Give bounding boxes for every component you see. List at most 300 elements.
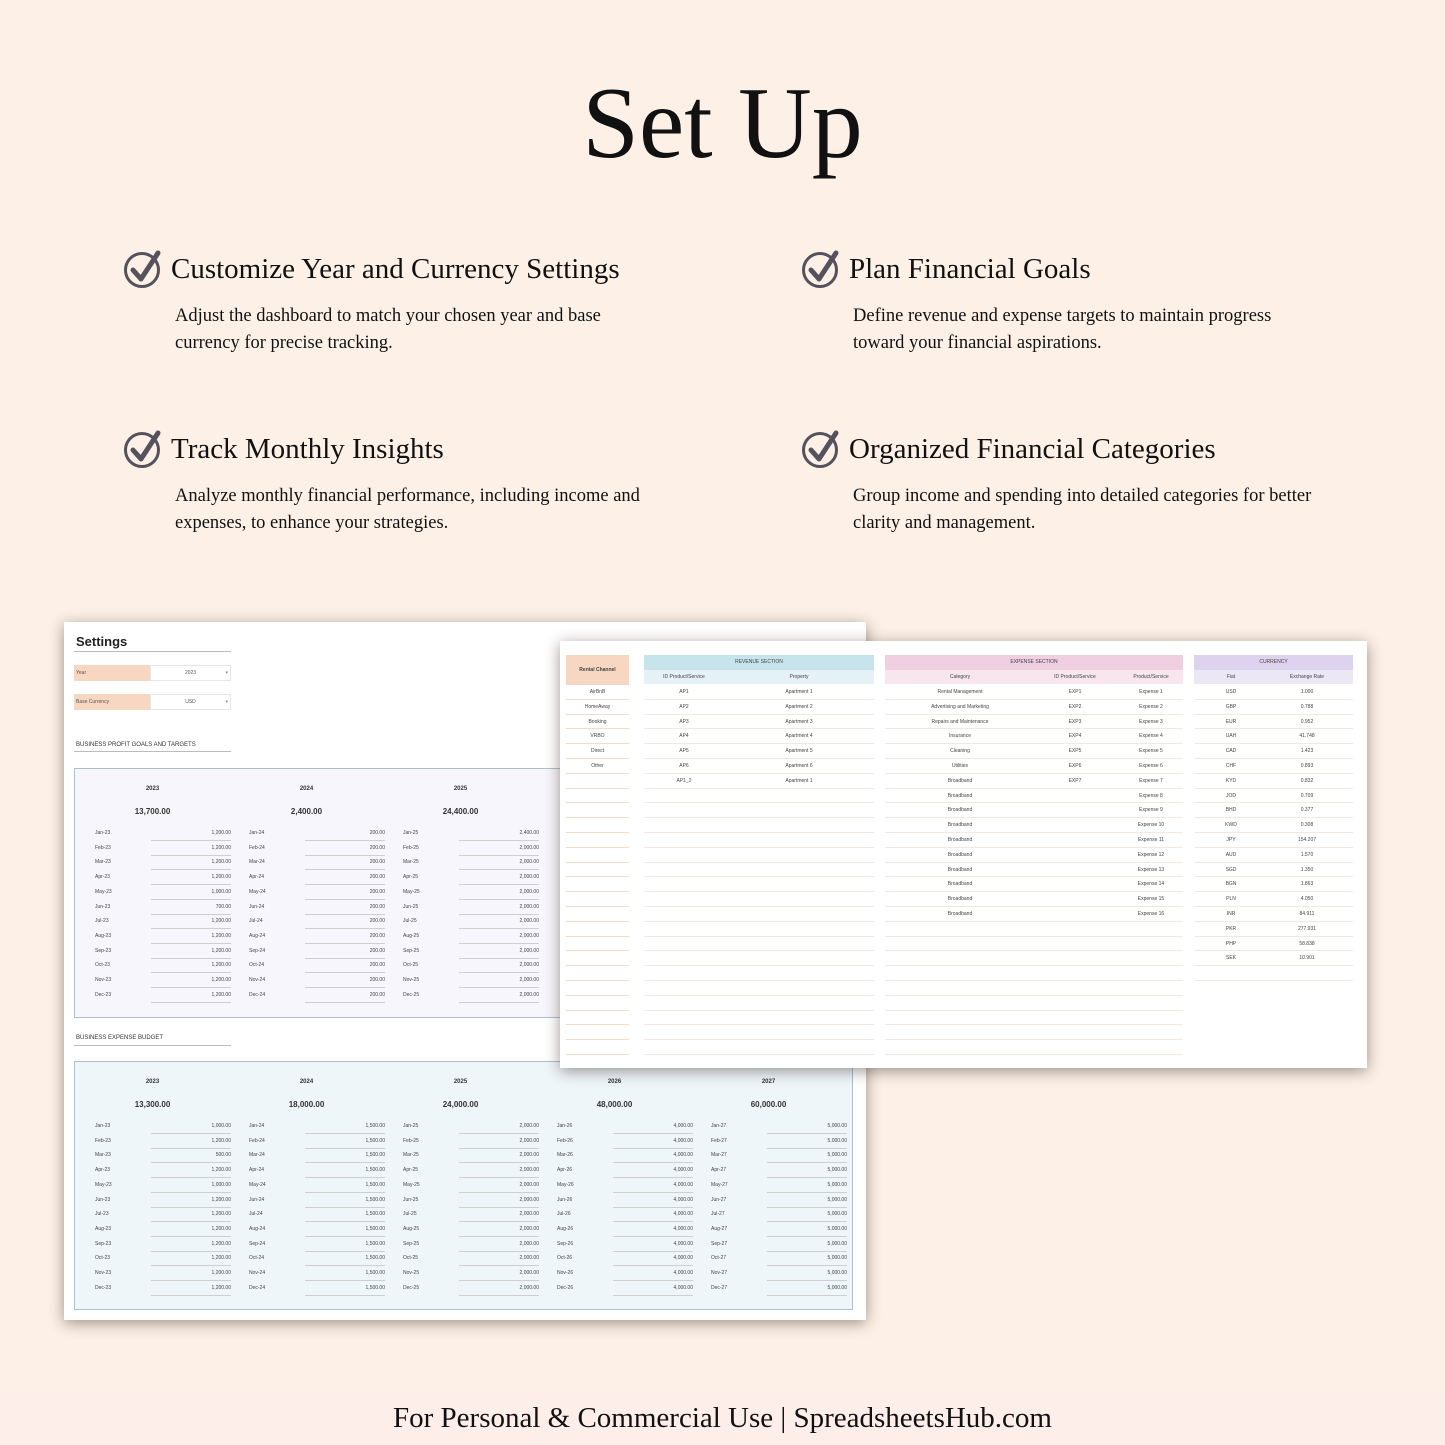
table-row xyxy=(95,1208,233,1223)
revenue-id: AP4 xyxy=(679,733,689,740)
month-label: Jan-24 xyxy=(249,830,265,836)
currency-fiat: PLN xyxy=(1226,896,1236,903)
list-item xyxy=(566,744,629,759)
month-label: Aug-24 xyxy=(249,932,266,939)
month-label: Oct-27 xyxy=(711,1255,727,1262)
table-row xyxy=(403,886,541,901)
year-heading: 2023 xyxy=(145,786,160,792)
list-item xyxy=(885,729,1183,744)
revenue-subheader xyxy=(644,670,874,684)
month-value: 4,000.00 xyxy=(613,1285,693,1296)
month-label: Oct-25 xyxy=(403,1255,419,1262)
list-item xyxy=(644,981,874,996)
table-row xyxy=(711,1179,849,1194)
check-circle-icon xyxy=(123,429,163,469)
month-label: Jan-23 xyxy=(95,830,111,836)
month-value: 1,200.00 xyxy=(151,845,231,856)
table-row xyxy=(711,1223,849,1238)
month-label: Feb-25 xyxy=(403,1137,419,1144)
feature-title: Track Monthly Insights xyxy=(171,432,444,465)
month-label: Jan-25 xyxy=(403,1123,419,1129)
month-label: Mar-25 xyxy=(403,859,419,866)
currency-rate: 1.570 xyxy=(1300,851,1314,858)
list-item xyxy=(566,922,629,937)
month-value: 200.00 xyxy=(305,859,385,870)
table-row xyxy=(95,871,233,886)
expense-category: Broadband xyxy=(947,792,973,799)
table-row xyxy=(403,871,541,886)
currency-rate: 0.832 xyxy=(1300,777,1314,784)
list-item xyxy=(566,1040,629,1055)
month-value: 200.00 xyxy=(305,889,385,900)
currency-header: CURRENCY xyxy=(1194,655,1353,670)
list-item xyxy=(566,877,629,892)
month-label: Nov-23 xyxy=(95,1270,112,1276)
year-total: 13,700.00 xyxy=(134,807,171,816)
month-label: Jun-23 xyxy=(95,1196,111,1203)
list-item xyxy=(566,833,629,848)
month-value: 1,200.00 xyxy=(151,933,231,944)
month-label: Jul-25 xyxy=(403,1211,417,1218)
month-value: 2,000.00 xyxy=(459,933,539,944)
list-item xyxy=(885,715,1183,730)
table-row xyxy=(403,856,541,871)
table-row xyxy=(403,1135,541,1150)
year-heading: 2027 xyxy=(761,1079,776,1085)
table-row xyxy=(249,1149,387,1164)
list-item xyxy=(566,729,629,744)
month-value: 200.00 xyxy=(305,874,385,885)
currency-rate: 84.911 xyxy=(1299,911,1315,917)
month-label: May-26 xyxy=(557,1181,574,1188)
currency-fiat: KWD xyxy=(1225,822,1237,829)
check-circle-icon xyxy=(801,429,841,469)
month-label: Aug-26 xyxy=(557,1225,574,1232)
month-label: May-23 xyxy=(95,1181,112,1188)
list-item xyxy=(566,774,629,789)
table-row xyxy=(403,930,541,945)
month-value: 5,000.00 xyxy=(767,1138,847,1149)
revenue-id: AP6 xyxy=(679,763,689,769)
expense-category: Broadband xyxy=(947,851,973,858)
month-value: 700.00 xyxy=(151,904,231,915)
table-row xyxy=(403,1149,541,1164)
revenue-property: Apartment 1 xyxy=(785,777,813,784)
table-row xyxy=(95,1179,233,1194)
month-label: Sep-27 xyxy=(711,1240,728,1247)
currency-rate: 1.863 xyxy=(1300,881,1314,888)
table-row xyxy=(711,1267,849,1282)
list-item xyxy=(566,937,629,952)
table-row xyxy=(249,945,387,960)
list-item xyxy=(1194,951,1353,966)
table-row xyxy=(403,945,541,960)
month-value: 1,500.00 xyxy=(305,1226,385,1237)
month-value: 4,000.00 xyxy=(613,1270,693,1281)
month-label: Apr-25 xyxy=(403,1167,419,1174)
list-item xyxy=(566,685,629,700)
month-value: 1,200.00 xyxy=(151,1285,231,1296)
list-item xyxy=(644,922,874,937)
month-value: 1,500.00 xyxy=(305,1211,385,1222)
list-item xyxy=(885,863,1183,878)
currency-select[interactable] xyxy=(74,694,231,710)
channel-name: VRBO xyxy=(590,733,605,740)
revenue-col-property: Property xyxy=(789,674,809,680)
table-row xyxy=(95,1164,233,1179)
month-label: Jan-26 xyxy=(557,1123,573,1129)
expense-product: Expense 11 xyxy=(1137,837,1165,843)
table-row xyxy=(711,1194,849,1209)
list-item xyxy=(1194,892,1353,907)
month-label: Sep-23 xyxy=(95,947,112,954)
month-label: Dec-27 xyxy=(711,1284,728,1291)
table-row xyxy=(249,915,387,930)
list-item xyxy=(566,907,629,922)
list-item xyxy=(566,818,629,833)
month-label: Mar-25 xyxy=(403,1152,419,1159)
month-value: 200.00 xyxy=(305,948,385,959)
table-row xyxy=(557,1252,695,1267)
month-label: Jul-24 xyxy=(249,918,263,925)
table-row xyxy=(403,915,541,930)
year-select[interactable] xyxy=(74,665,231,681)
list-item xyxy=(566,700,629,715)
currency-fiat: PHP xyxy=(1225,940,1237,947)
list-item xyxy=(644,833,874,848)
table-row xyxy=(249,1179,387,1194)
expense-product: Expense 10 xyxy=(1137,822,1165,829)
revenue-id: AP3 xyxy=(679,718,689,725)
table-row xyxy=(403,827,541,842)
currency-rate: 1.423 xyxy=(1300,748,1314,755)
feature-title: Customize Year and Currency Settings xyxy=(171,252,620,285)
check-circle-icon xyxy=(123,249,163,289)
list-item xyxy=(1194,803,1353,818)
table-row xyxy=(95,1238,233,1253)
currency-rate: 41.748 xyxy=(1299,733,1315,740)
expense-col-product: Product/Service xyxy=(1133,674,1169,680)
month-label: Jan-23 xyxy=(95,1123,111,1129)
year-heading: 2026 xyxy=(607,1079,622,1085)
month-value: 4,000.00 xyxy=(613,1138,693,1149)
month-value: 2,000.00 xyxy=(459,1211,539,1222)
list-item xyxy=(566,892,629,907)
month-label: Feb-27 xyxy=(711,1137,727,1144)
expense-category: Broadband xyxy=(947,911,973,917)
currency-subheader xyxy=(1194,670,1353,684)
table-row xyxy=(95,1149,233,1164)
table-row xyxy=(711,1238,849,1253)
list-item xyxy=(644,685,874,700)
list-item xyxy=(644,863,874,878)
month-value: 2,000.00 xyxy=(459,1226,539,1237)
currency-rate: 10.901 xyxy=(1299,955,1315,962)
month-value: 2,000.00 xyxy=(459,859,539,870)
table-row xyxy=(249,827,387,842)
expense-id: EXP4 xyxy=(1068,733,1082,740)
month-value: 1,000.00 xyxy=(151,1182,231,1193)
table-row xyxy=(95,1267,233,1282)
expense-category: Broadband xyxy=(947,822,973,829)
table-row xyxy=(249,1194,387,1209)
month-label: Mar-23 xyxy=(95,1152,111,1159)
month-label: Mar-27 xyxy=(711,1152,727,1159)
list-item xyxy=(566,951,629,966)
month-label: Dec-23 xyxy=(95,991,112,998)
list-item xyxy=(566,996,629,1011)
budget-section-title: BUSINESS EXPENSE BUDGET xyxy=(76,1035,164,1041)
revenue-id: AP1_2 xyxy=(676,777,692,784)
page-title: Set Up xyxy=(582,67,863,180)
expense-col-id: ID Product/Service xyxy=(1054,674,1096,680)
table-row xyxy=(711,1164,849,1179)
month-value: 1,500.00 xyxy=(305,1270,385,1281)
month-value: 2,000.00 xyxy=(459,904,539,915)
goals-section-title: BUSINESS PROFIT GOALS AND TARGETS xyxy=(76,742,196,748)
list-item xyxy=(1194,700,1353,715)
month-label: Apr-26 xyxy=(557,1167,573,1174)
table-row xyxy=(403,989,541,1004)
list-item xyxy=(885,774,1183,789)
currency-fiat: PKR xyxy=(1225,925,1237,932)
expense-product: Expense 14 xyxy=(1137,881,1165,888)
table-row xyxy=(403,1252,541,1267)
table-row xyxy=(95,1252,233,1267)
month-value: 2,000.00 xyxy=(459,874,539,885)
month-value: 1,500.00 xyxy=(305,1123,385,1134)
month-label: Dec-23 xyxy=(95,1284,112,1291)
channel-name: HomeAway xyxy=(584,703,611,710)
list-item xyxy=(644,877,874,892)
table-row xyxy=(403,1179,541,1194)
table-row xyxy=(711,1135,849,1150)
table-row xyxy=(95,1194,233,1209)
month-value: 2,000.00 xyxy=(459,948,539,959)
month-value: 2,000.00 xyxy=(459,977,539,988)
month-label: Oct-23 xyxy=(95,1255,111,1262)
month-label: Sep-24 xyxy=(249,1240,266,1247)
year-heading: 2025 xyxy=(453,1079,468,1085)
month-label: Feb-23 xyxy=(95,1137,111,1144)
expense-subheader xyxy=(885,670,1183,684)
month-value: 1,200.00 xyxy=(151,1241,231,1252)
month-value: 200.00 xyxy=(305,904,385,915)
revenue-id: AP1 xyxy=(679,689,689,695)
list-item xyxy=(885,1040,1183,1055)
year-total: 48,000.00 xyxy=(596,1100,633,1109)
list-item xyxy=(644,966,874,981)
list-item xyxy=(566,1011,629,1026)
month-value: 1,200.00 xyxy=(151,1211,231,1222)
month-label: Nov-26 xyxy=(557,1270,574,1276)
table-row xyxy=(403,1194,541,1209)
list-item xyxy=(885,996,1183,1011)
list-item xyxy=(644,937,874,952)
table-row xyxy=(249,1208,387,1223)
revenue-id: AP2 xyxy=(679,703,689,710)
feature-description: Analyze monthly financial performance, including income and expenses, to enhance your strategies. xyxy=(175,486,640,533)
feature-description: Define revenue and expense targets to maintain progress toward your financial aspirations. xyxy=(853,306,1272,353)
month-label: Oct-24 xyxy=(249,1255,265,1262)
month-value: 2,000.00 xyxy=(459,1167,539,1178)
month-label: Jun-25 xyxy=(403,1196,419,1203)
feature-description: Group income and spending into detailed categories for better clarity and management. xyxy=(853,486,1312,533)
list-item xyxy=(644,996,874,1011)
expense-product: Expense 12 xyxy=(1137,851,1165,858)
month-label: Nov-24 xyxy=(249,1270,266,1276)
table-row xyxy=(249,901,387,916)
table-row xyxy=(249,974,387,989)
month-value: 4,000.00 xyxy=(613,1123,693,1134)
table-row xyxy=(403,1267,541,1282)
table-row xyxy=(95,945,233,960)
table-row xyxy=(557,1238,695,1253)
month-value: 1,200.00 xyxy=(151,1138,231,1149)
list-item xyxy=(644,744,874,759)
month-label: Aug-25 xyxy=(403,932,420,939)
expense-category: Broadband xyxy=(947,807,973,814)
month-value: 200.00 xyxy=(305,933,385,944)
expense-category: Broadband xyxy=(947,896,973,903)
revenue-col-id: ID Product/Service xyxy=(663,674,705,680)
month-label: Mar-24 xyxy=(249,1152,265,1159)
month-label: Jun-26 xyxy=(557,1196,573,1203)
month-value: 5,000.00 xyxy=(767,1226,847,1237)
list-item xyxy=(885,789,1183,804)
currency-rate: 0.709 xyxy=(1300,792,1314,799)
month-label: Apr-23 xyxy=(95,1167,111,1174)
currency-rate: 154.207 xyxy=(1297,837,1317,843)
currency-value[interactable]: USD ▾ xyxy=(150,694,231,710)
month-label: Aug-24 xyxy=(249,1225,266,1232)
table-row xyxy=(557,1223,695,1238)
list-item xyxy=(644,848,874,863)
table-row xyxy=(711,1208,849,1223)
month-value: 5,000.00 xyxy=(767,1255,847,1266)
table-row xyxy=(403,1223,541,1238)
currency-col-fiat: Fiat xyxy=(1226,674,1236,680)
month-label: Sep-26 xyxy=(557,1240,574,1247)
list-item xyxy=(1194,729,1353,744)
expense-product: Expense 8 xyxy=(1139,792,1163,799)
expense-id: EXP1 xyxy=(1068,689,1082,695)
table-row xyxy=(403,1282,541,1297)
table-row xyxy=(95,856,233,871)
month-label: Mar-26 xyxy=(557,1152,573,1159)
expense-product: Expense 4 xyxy=(1139,733,1163,740)
list-item xyxy=(885,907,1183,922)
year-value[interactable]: 2023 ▾ xyxy=(150,665,231,681)
month-label: Jun-24 xyxy=(249,1196,265,1203)
table-row xyxy=(95,901,233,916)
list-item xyxy=(644,774,874,789)
table-row xyxy=(557,1194,695,1209)
month-value: 2,000.00 xyxy=(459,1285,539,1296)
expense-category: Insurance xyxy=(949,733,971,740)
month-label: May-24 xyxy=(249,1181,266,1188)
currency-fiat: UAH xyxy=(1225,733,1237,740)
year-label: Year xyxy=(74,665,150,681)
table-row xyxy=(249,1282,387,1297)
expense-category: Rental Management xyxy=(937,689,983,695)
currency-fiat: INR xyxy=(1226,911,1236,917)
year-total: 60,000.00 xyxy=(750,1100,787,1109)
month-label: Oct-26 xyxy=(557,1255,573,1262)
month-value: 4,000.00 xyxy=(613,1255,693,1266)
table-row xyxy=(557,1267,695,1282)
month-label: Jul-24 xyxy=(249,1211,263,1218)
year-total: 13,300.00 xyxy=(134,1100,171,1109)
currency-rate: 0.952 xyxy=(1300,718,1314,725)
table-row xyxy=(249,1267,387,1282)
month-value: 2,000.00 xyxy=(459,1255,539,1266)
table-row xyxy=(95,1223,233,1238)
settings-title: Settings xyxy=(76,634,128,649)
list-item xyxy=(1194,715,1353,730)
month-label: Oct-24 xyxy=(249,962,265,969)
expense-category: Broadband xyxy=(947,881,973,888)
currency-fiat: JOD xyxy=(1226,792,1236,799)
month-value: 200.00 xyxy=(305,845,385,856)
list-item xyxy=(566,1025,629,1040)
list-item xyxy=(1194,818,1353,833)
month-value: 2,000.00 xyxy=(459,1270,539,1281)
month-value: 5,000.00 xyxy=(767,1197,847,1208)
expense-category: Cleaning xyxy=(950,748,970,755)
month-label: Mar-24 xyxy=(249,859,265,866)
month-label: Mar-23 xyxy=(95,859,111,866)
expense-product: Expense 5 xyxy=(1139,748,1163,755)
month-value: 1,500.00 xyxy=(305,1167,385,1178)
month-value: 2,000.00 xyxy=(459,1241,539,1252)
month-value: 200.00 xyxy=(305,830,385,841)
currency-col-rate: Exchange Rate xyxy=(1289,674,1325,680)
month-value: 2,000.00 xyxy=(459,889,539,900)
expense-product: Expense 3 xyxy=(1139,718,1163,725)
table-row xyxy=(95,974,233,989)
currency-fiat: CHF xyxy=(1225,763,1237,769)
month-value: 200.00 xyxy=(305,992,385,1003)
expense-product: Expense 7 xyxy=(1139,777,1163,784)
revenue-header: REVENUE SECTION xyxy=(644,655,874,670)
expense-product: Expense 9 xyxy=(1139,807,1163,814)
month-label: Feb-24 xyxy=(249,1137,265,1144)
month-label: Aug-25 xyxy=(403,1225,420,1232)
expense-product: Expense 16 xyxy=(1137,911,1165,917)
currency-fiat: SGD xyxy=(1225,866,1237,873)
month-label: Apr-24 xyxy=(249,1167,265,1174)
table-row xyxy=(557,1135,695,1150)
list-item xyxy=(566,863,629,878)
table-row xyxy=(403,842,541,857)
revenue-id: AP5 xyxy=(679,748,689,755)
month-value: 2,400.00 xyxy=(459,830,539,841)
month-value: 2,000.00 xyxy=(459,992,539,1003)
expense-category: Advertising and Marketing xyxy=(931,703,989,710)
table-row xyxy=(249,989,387,1004)
feature-description: Adjust the dashboard to match your chosen year and base currency for precise tracking. xyxy=(175,306,601,353)
month-value: 5,000.00 xyxy=(767,1285,847,1296)
month-label: Feb-23 xyxy=(95,844,111,851)
month-label: Feb-25 xyxy=(403,844,419,851)
list-item xyxy=(644,729,874,744)
month-value: 5,000.00 xyxy=(767,1270,847,1281)
month-label: May-24 xyxy=(249,888,266,895)
month-label: Sep-25 xyxy=(403,1240,420,1247)
month-label: Nov-23 xyxy=(95,977,112,983)
month-value: 5,000.00 xyxy=(767,1152,847,1163)
